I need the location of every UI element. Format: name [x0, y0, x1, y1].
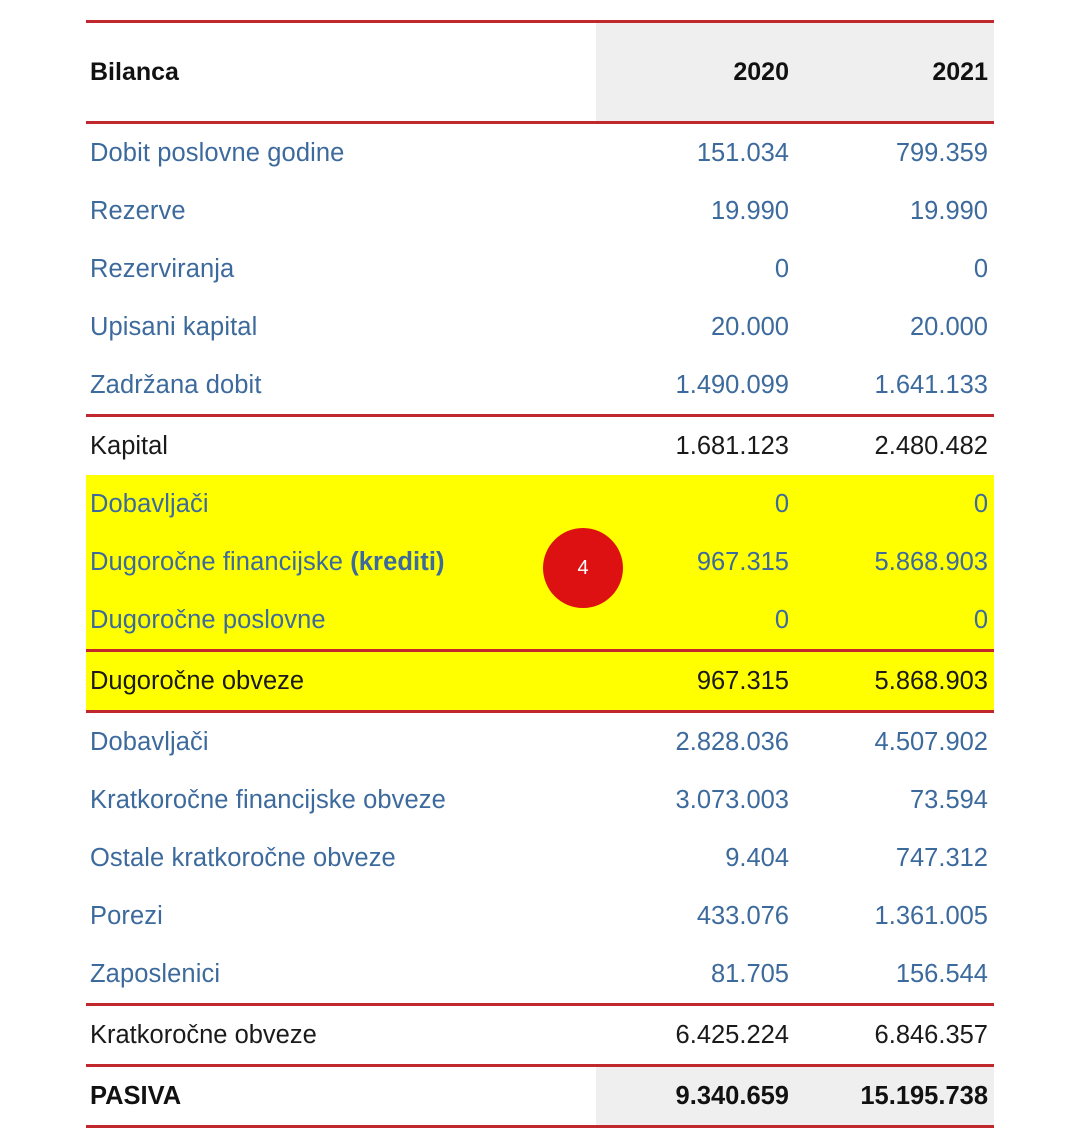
row-value-2021: 6.846.357 [795, 1005, 994, 1066]
row-value-2021: 4.507.902 [874, 727, 988, 756]
row-label: Dobavljači [90, 727, 209, 756]
row-value-2021: 0 [795, 475, 994, 533]
table-header [86, 22, 994, 123]
row-value-2020: 1.490.099 [675, 370, 789, 399]
row-label [86, 533, 596, 591]
table-row [86, 887, 994, 945]
row-value-2021: 747.312 [895, 843, 988, 872]
table-row [86, 123, 994, 183]
row-label: Rezerve [90, 196, 186, 225]
row-value-2021: 799.359 [895, 138, 988, 167]
table-row [86, 771, 994, 829]
row-label: Ostale kratkoročne obveze [90, 843, 396, 872]
row-label: Rezerviranja [90, 254, 235, 283]
row-value-2020: 0 [774, 254, 789, 283]
row-value-2020: 81.705 [711, 959, 789, 988]
table-row [86, 298, 994, 356]
row-label: Dugoročne poslovne [86, 591, 596, 651]
row-label: Zadržana dobit [90, 370, 262, 399]
table-row [86, 1005, 994, 1066]
row-value-2020: 20.000 [711, 312, 789, 341]
row-label: PASIVA [86, 1066, 596, 1127]
row-value-2021: 2.480.482 [795, 416, 994, 476]
row-value-2021: 0 [795, 591, 994, 651]
row-value-2021: 1.361.005 [874, 901, 988, 930]
row-value-2020: 6.425.224 [596, 1005, 795, 1066]
row-label: Dobit poslovne godine [90, 138, 345, 167]
row-value-2021: 15.195.738 [795, 1066, 994, 1127]
row-label: Porezi [90, 901, 163, 930]
row-value-2020: 433.076 [696, 901, 789, 930]
row-value-2020: 0 [596, 475, 795, 533]
row-label: Dugoročne obveze [86, 651, 596, 712]
row-label: Kratkoročne financijske obveze [90, 785, 446, 814]
row-label: Upisani kapital [90, 312, 258, 341]
row-value-2021: 19.990 [910, 196, 988, 225]
row-value-2020: 2.828.036 [675, 727, 789, 756]
row-label-text: Dugoročne financijske [90, 547, 351, 576]
table-row [86, 533, 994, 591]
header-year-2020: 2020 [596, 22, 795, 123]
row-label: Kratkoročne obveze [86, 1005, 596, 1066]
row-value-2020: 9.340.659 [596, 1066, 795, 1127]
header-year-2021: 2021 [795, 22, 994, 123]
row-label: Kapital [86, 416, 596, 476]
table-row [86, 712, 994, 772]
table-body [86, 123, 994, 1127]
table-row [86, 475, 994, 533]
row-label-emphasis: (krediti) [350, 547, 445, 576]
table-row [86, 240, 994, 298]
row-value-2021: 20.000 [910, 312, 988, 341]
row-value-2020: 0 [596, 591, 795, 651]
row-value-2021: 0 [973, 254, 988, 283]
table-row [86, 591, 994, 651]
table-row [86, 945, 994, 1005]
row-value-2020: 151.034 [696, 138, 789, 167]
row-value-2021: 5.868.903 [795, 533, 994, 591]
annotation-badge-label: 4 [577, 557, 589, 579]
row-value-2020: 967.315 [596, 533, 795, 591]
table-row [86, 651, 994, 712]
balance-sheet-table [86, 20, 994, 1128]
row-value-2021: 156.544 [895, 959, 988, 988]
header-title: Bilanca [86, 22, 596, 123]
row-value-2020: 967.315 [596, 651, 795, 712]
annotation-badge-4 [543, 528, 623, 608]
table-row [86, 1066, 994, 1127]
row-value-2020: 9.404 [725, 843, 789, 872]
row-value-2020: 1.681.123 [596, 416, 795, 476]
row-label: Zaposlenici [90, 959, 221, 988]
row-value-2020: 3.073.003 [675, 785, 789, 814]
row-label: Dobavljači [86, 475, 596, 533]
table-row [86, 356, 994, 416]
row-value-2021: 5.868.903 [795, 651, 994, 712]
row-value-2021: 1.641.133 [874, 370, 988, 399]
table-row [86, 829, 994, 887]
table-row [86, 182, 994, 240]
row-value-2020: 19.990 [711, 196, 789, 225]
header-row [86, 22, 994, 123]
row-value-2021: 73.594 [910, 785, 988, 814]
table-row [86, 416, 994, 476]
